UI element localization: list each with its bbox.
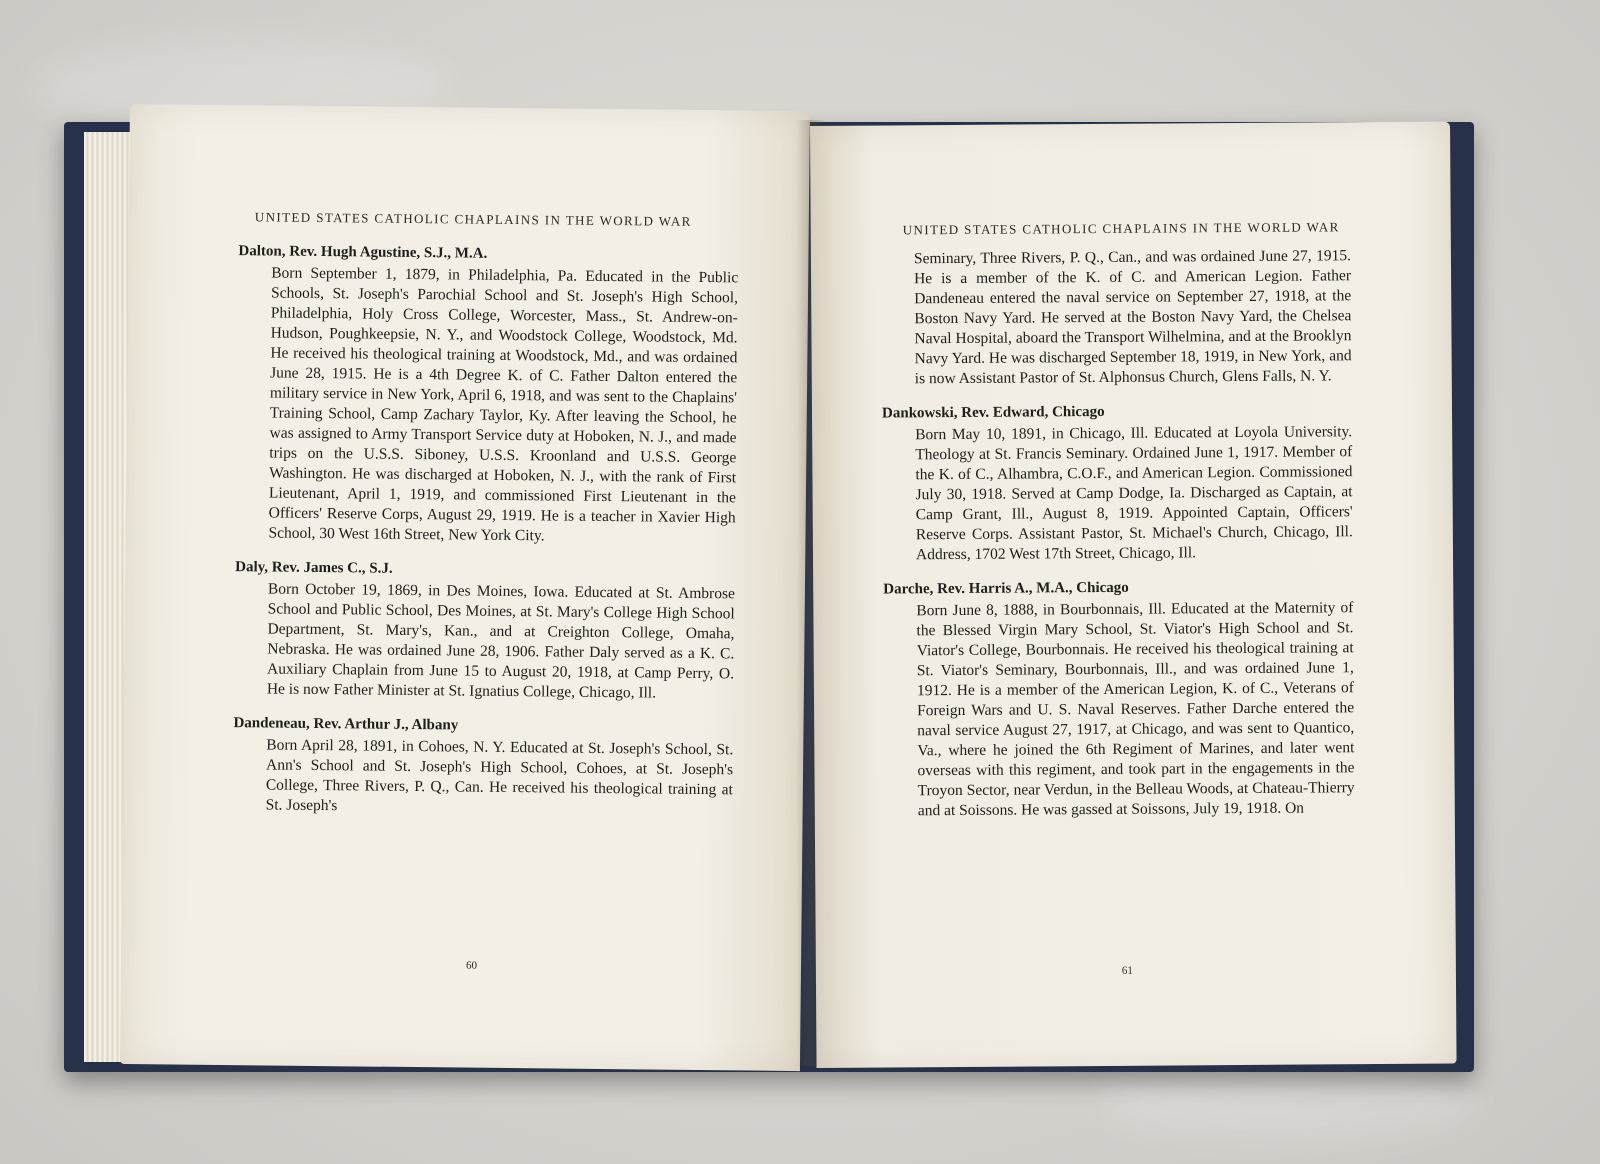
entry [233,713,734,820]
entry-body: Born September 1, 1879, in Philadelphia, Pa. Educated in the Public Schools, St. Joseph's Parochial School and St. Joseph's High School, Philadelphia, Holy Cross College, Worcester, Mass., St. Andrew-on-Hudson, Poughkeepsie, N. Y., and Woodstock College, Woodstock, Md. He received his theological training at Woodstock, Md., and was ordained June 28, 1915. He is a 4th Degree K. of C. Father Dalton entered the military service in New York, April 6, 1918, and was sent to the Chaplains' Training School, Camp Zachary Taylor, Ky. After leaving the School, he was assigned to Army Transport Service duty at Hoboken, N. J., and made trips on the U.S.S. Siboney, U.S.S. Kroonland and U.S.S. George Washington. He was discharged at Hoboken, N. J., with the rank of First Lieutenant, April 1, 1919, and commissioned First Lieutenant in the Officers' Reserve Corps, August 29, 1919. He is a teacher in Xavier High School, 30 West 16th Street, New York City. [268,264,739,545]
entry-heading: Dandeneau, Rev. Arthur J., Albany [233,715,459,734]
entry-continuation: Seminary, Three Rivers, P. Q., Can., and was ordained June 27, 1915. He is a member of the K. of C. and American Legion. Father Dandeneau entered the naval service on September 27, 1918, at the Boston Navy Yard. He served at the Boston Navy Yard, the Chelsea Naval Hospital, aboard the Transport Wilhelmina, and at the Brooklyn Navy Yard. He was discharged September 18, 1919, in New York, and is now Assistant Pastor of St. Alphonsus Church, Glens Falls, N. Y. [913,247,1352,388]
text-block [232,241,738,834]
entry [883,576,1355,821]
entry-body: Born October 19, 1869, in Des Moines, Iowa. Educated at St. Ambrose School and Public School, Des Moines, at St. Mary's College High School Department, St. Mary's, Kan., and at Creighton College, Omaha, Nebraska. He was ordained June 28, 1906. Father Daly served as a K. C. Auxiliary Chaplain from June 15 to August 20, 1918, at Camp Perry, O. He is now Father Minister at St. Ignatius College, Chicago, Ill. [266,580,735,702]
entry-heading: Darche, Rev. Harris A., M.A., Chicago [883,579,1129,598]
open-book [60,100,1480,1080]
entry-body: Born May 10, 1891, in Chicago, Ill. Educated at Loyola University. Theology at St. Francis Seminary. Ordained June 1, 1917. Member of the K. of C., Alhambra, C.O.F., and American Legion. Commissioned July 30, 1918. Served at Camp Dodge, Ia. Discharged as Captain, at Camp Grant, Ill., August 8, 1919. Appointed Captain, Officers' Reserve Corps. Assistant Pastor, St. Michael's Church, Chicago, Ill. Address, 1702 West 17th Street, Chicago, Ill. [915,423,1353,564]
entry-body: Born June 8, 1888, in Bourbonnais, Ill. Educated at the Maternity of the Blessed Virgin Mary School, St. Viator's High School and St. Viator's College, Bourbonnais. He received his theological training at St. Viator's Seminary, Bourbonnais, Ill., and was ordained June 1, 1912. He is a member of the American Legion, K. of C., Veterans of Foreign Wars and U. S. Naval Reserves. Father Darche entered the naval service August 27, 1917, at Chicago, and was sent to Quantico, Va., where he joined the 6th Regiment of Marines, and later went overseas with this regiment, and took part in the engagements in the Troyon Sector, near Verdun, in the Belleau Woods, at Chateau-Thierry and at Soissons. He was gassed at Soissons, July 19, 1918. On [916,599,1355,820]
entry-heading: Dankowski, Rev. Edward, Chicago [881,403,1105,422]
entry [234,557,735,704]
entry [882,400,1353,565]
entry-body: Born April 28, 1891, in Cohoes, N. Y. Educated at St. Joseph's School, St. Ann's School and St. Joseph's High School, Cohoes, at St. Joseph's College, Three Rivers, P. Q., Can. He received his theological training at St. Joseph's [265,736,734,815]
running-head: UNITED STATES CATHOLIC CHAPLAINS IN THE WORLD WAR [254,209,692,229]
left-page [120,104,810,1071]
page-number: 60 [465,959,478,972]
text-block [881,246,1355,835]
entry-heading: Dalton, Rev. Hugh Agustine, S.J., M.A. [238,243,488,262]
entry [235,241,738,548]
running-head: UNITED STATES CATHOLIC CHAPLAINS IN THE WORLD WAR [902,219,1340,238]
entry-heading: Daly, Rev. James C., S.J. [235,559,393,577]
right-page [810,122,1457,1068]
page-number: 61 [1121,964,1133,977]
